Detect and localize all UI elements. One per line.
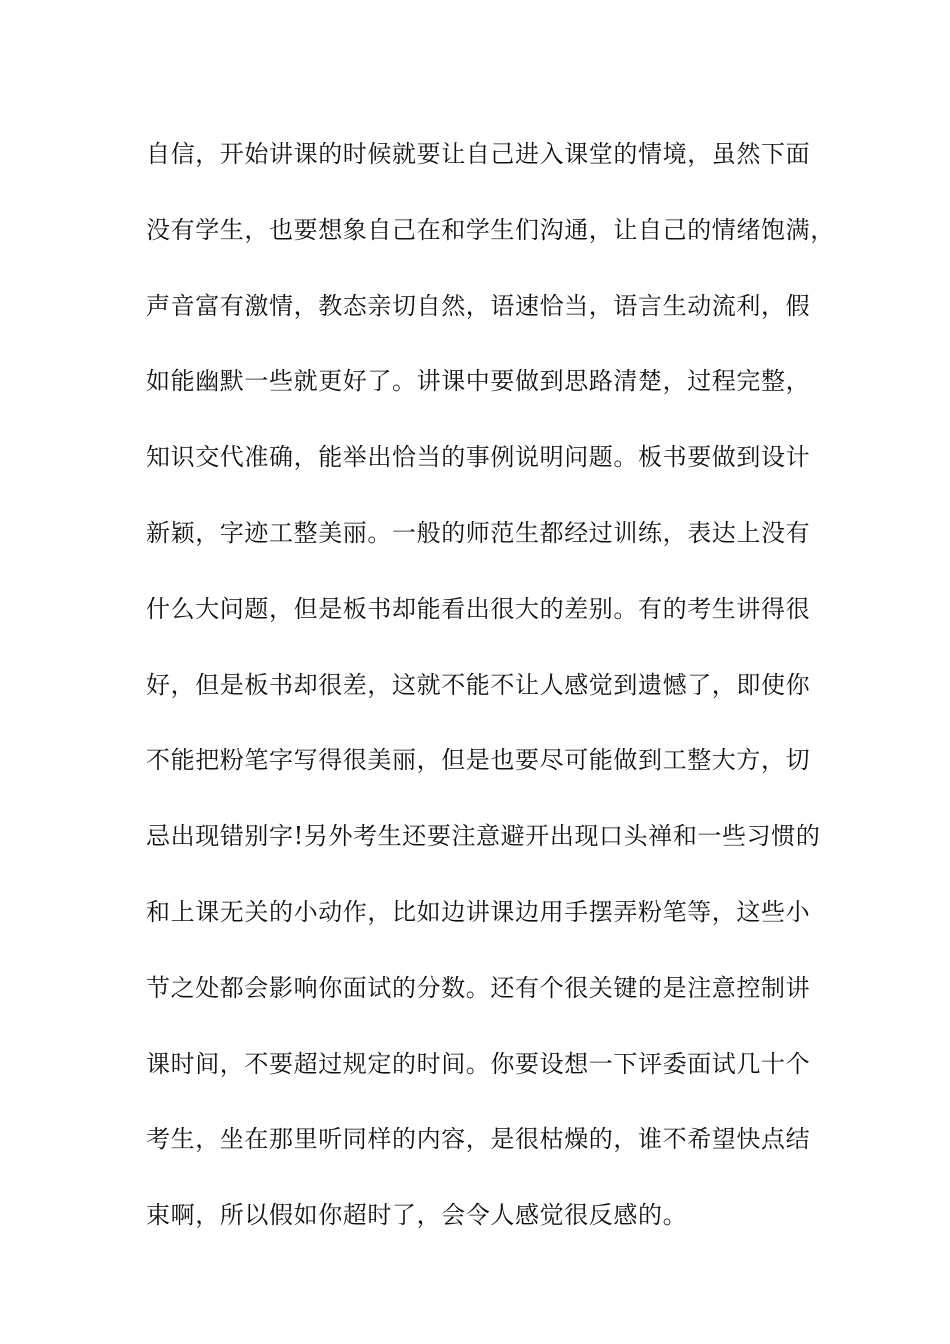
text-line: 如能幽默一些就更好了。讲课中要做到思路清楚，过程完整， — [146, 367, 811, 396]
text-line: 没有学生，也要想象自己在和学生们沟通，让自己的情绪饱满， — [146, 215, 835, 244]
text-line: 不能把粉笔字写得很美丽，但是也要尽可能做到工整大方，切 — [146, 746, 811, 775]
text-line: 课时间，不要超过规定的时间。你要设想一下评委面试几十个 — [146, 1049, 811, 1078]
text-line: 好，但是板书却很差，这就不能不让人感觉到遗憾了，即使你 — [146, 670, 811, 699]
body-paragraph — [146, 132, 846, 1269]
text-line: 声音富有激情，教态亲切自然，语速恰当，语言生动流利，假 — [146, 291, 811, 320]
text-line: 束啊，所以假如你超时了，会令人感觉很反感的。 — [146, 1201, 688, 1230]
text-line: 什么大问题，但是板书却能看出很大的差别。有的考生讲得很 — [146, 594, 811, 623]
text-line: 忌出现错别字!另外考生还要注意避开出现口头禅和一些习惯的 — [146, 822, 821, 851]
text-line: 考生，坐在那里听同样的内容，是很枯燥的，谁不希望快点结 — [146, 1125, 811, 1154]
text-line: 自信，开始讲课的时候就要让自己进入课堂的情境，虽然下面 — [146, 140, 811, 168]
text-line: 知识交代准确，能举出恰当的事例说明问题。板书要做到设计 — [146, 443, 811, 472]
text-line: 节之处都会影响你面试的分数。还有个很关键的是注意控制讲 — [146, 973, 811, 1002]
text-line: 和上课无关的小动作，比如边讲课边用手摆弄粉笔等，这些小 — [146, 897, 811, 926]
text-line: 新颖，字迹工整美丽。一般的师范生都经过训练，表达上没有 — [146, 518, 811, 547]
